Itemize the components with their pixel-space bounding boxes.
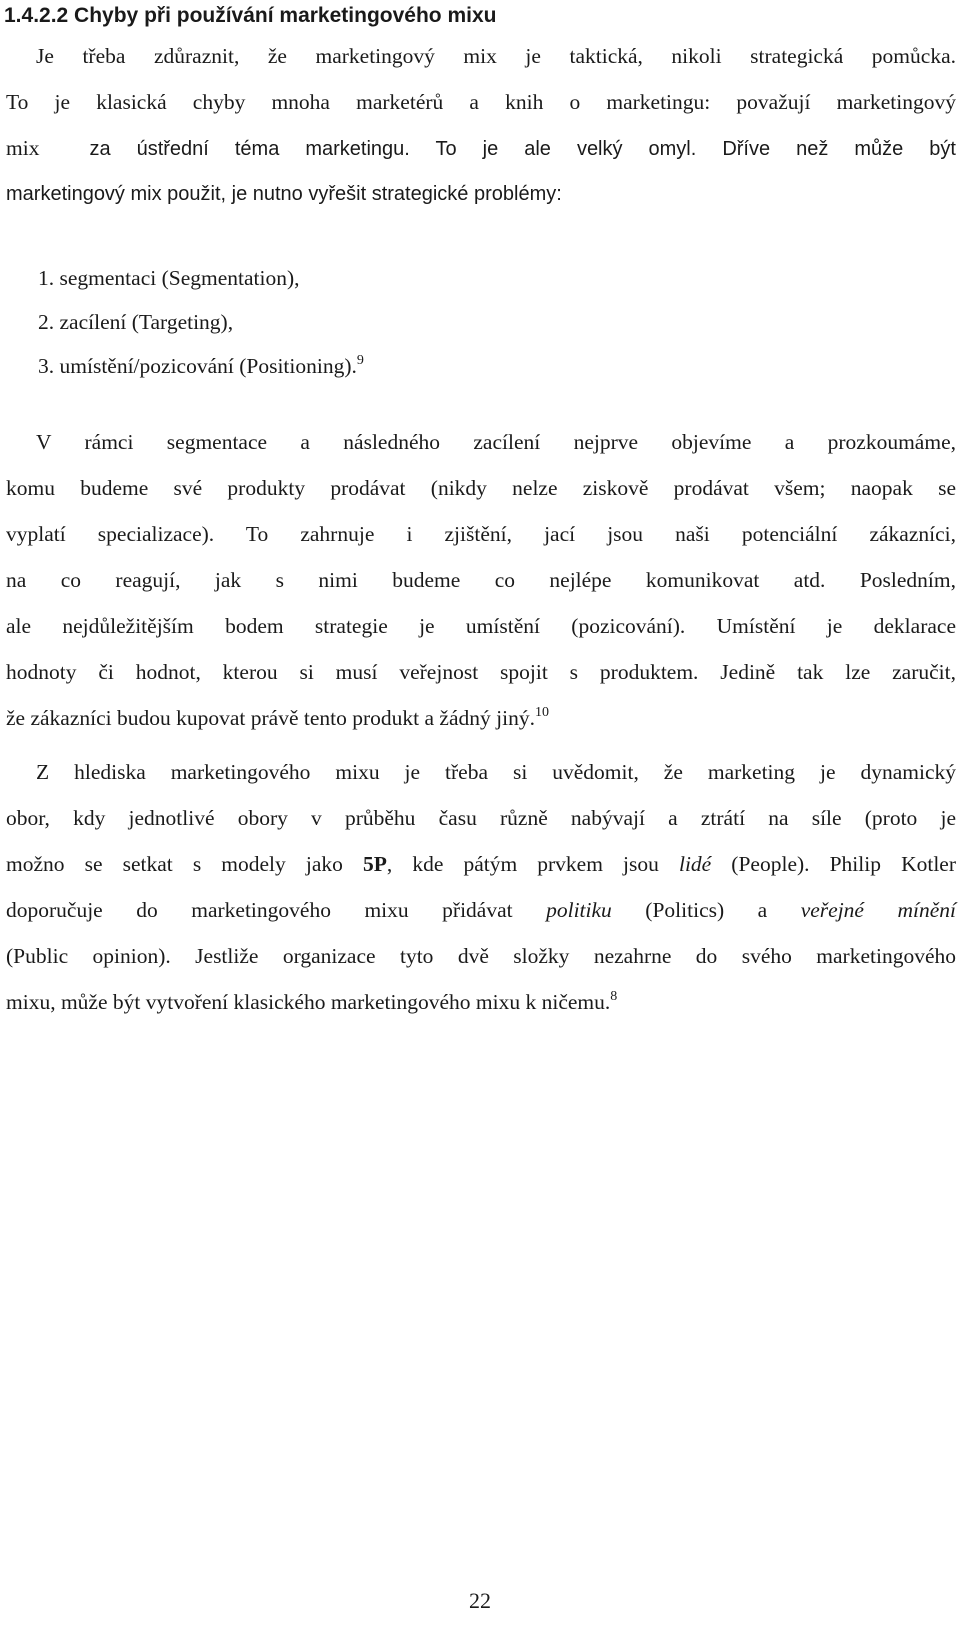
text-span: (People). Philip Kotler <box>711 852 956 876</box>
text-line: komu budeme své produkty prodávat (nikdy nelze ziskově prodávat všem; naopak se <box>6 476 956 500</box>
text-line: To je klasická chyby mnoha marketérů a knih o marketingu: považují marketingový <box>6 90 956 114</box>
footnote-marker: 10 <box>534 705 549 720</box>
text-line: na co reagují, jak s nimi budeme co nejlépe komunikovat atd. Posledním, <box>6 568 956 592</box>
text-span: možno se setkat s modely jako <box>6 852 363 876</box>
text-span: doporučuje do marketingového mixu přidávat <box>6 898 547 922</box>
text-line: obor, kdy jednotlivé obory v průběhu času různě nabývají a ztrátí na síle (proto je <box>6 806 956 830</box>
text-span: že zákazníci budou kupovat právě tento produkt a žádný jiný. <box>6 706 535 730</box>
text-line: hodnoty či hodnot, kterou si musí veřejnost spojit s produktem. Jedině tak lze zaručit, <box>6 660 956 684</box>
footnote-marker: 8 <box>610 989 618 1004</box>
text-span: , kde pátým prvkem jsou <box>386 852 679 876</box>
list-item <box>6 344 956 388</box>
text-line <box>6 695 956 741</box>
text-span: mix <box>6 136 40 160</box>
text-line <box>6 979 956 1025</box>
text-line: (Public opinion). Jestliže organizace tyto dvě složky nezahrne do svého marketingového <box>6 944 956 968</box>
text-span: mixu, může být vytvoření klasického marketingového mixu k ničemu. <box>6 990 611 1014</box>
text-line: marketingový mix použit, je nutno vyřešit strategické problémy: <box>6 183 562 205</box>
section-heading: 1.4.2.2 Chyby při používání marketingového mixu <box>4 4 497 27</box>
text-span: za ústřední téma marketingu. To je ale velký omyl. Dříve než může být <box>89 138 956 160</box>
text-line <box>6 125 956 171</box>
paragraph-segmentation <box>6 419 956 741</box>
text-line: Z hlediska marketingového mixu je třeba si uvědomit, že marketing je dynamický <box>36 760 956 784</box>
list-item-text: 3. umístění/pozicování (Positioning). <box>38 354 357 378</box>
paragraph-marketing-mix <box>6 749 956 1025</box>
text-line: ale nejdůležitějším bodem strategie je umístění (pozicování). Umístění je deklarace <box>6 614 956 638</box>
italic-term: politiku <box>546 898 612 922</box>
italic-term: lidé <box>678 852 712 876</box>
text-line: Je třeba zdůraznit, že marketingový mix je taktická, nikoli strategická pomůcka. <box>36 44 956 68</box>
list-item: 2. zacílení (Targeting), <box>38 310 234 334</box>
text-line <box>6 887 956 933</box>
italic-term: veřejné mínění <box>800 898 956 922</box>
text-line <box>6 841 956 887</box>
strategy-list <box>6 256 956 388</box>
paragraph-intro <box>6 33 956 217</box>
text-span: (Politics) a <box>611 898 801 922</box>
text-line: vyplatí specializace). To zahrnuje i zjištění, jací jsou naši potenciální zákazníci, <box>6 522 956 546</box>
footnote-marker: 9 <box>356 353 364 368</box>
bold-term: 5P <box>362 852 387 876</box>
list-item: 1. segmentaci (Segmentation), <box>38 266 300 290</box>
page-number: 22 <box>469 1588 491 1613</box>
text-line: V rámci segmentace a následného zacílení nejprve objevíme a prozkoumáme, <box>36 430 956 454</box>
